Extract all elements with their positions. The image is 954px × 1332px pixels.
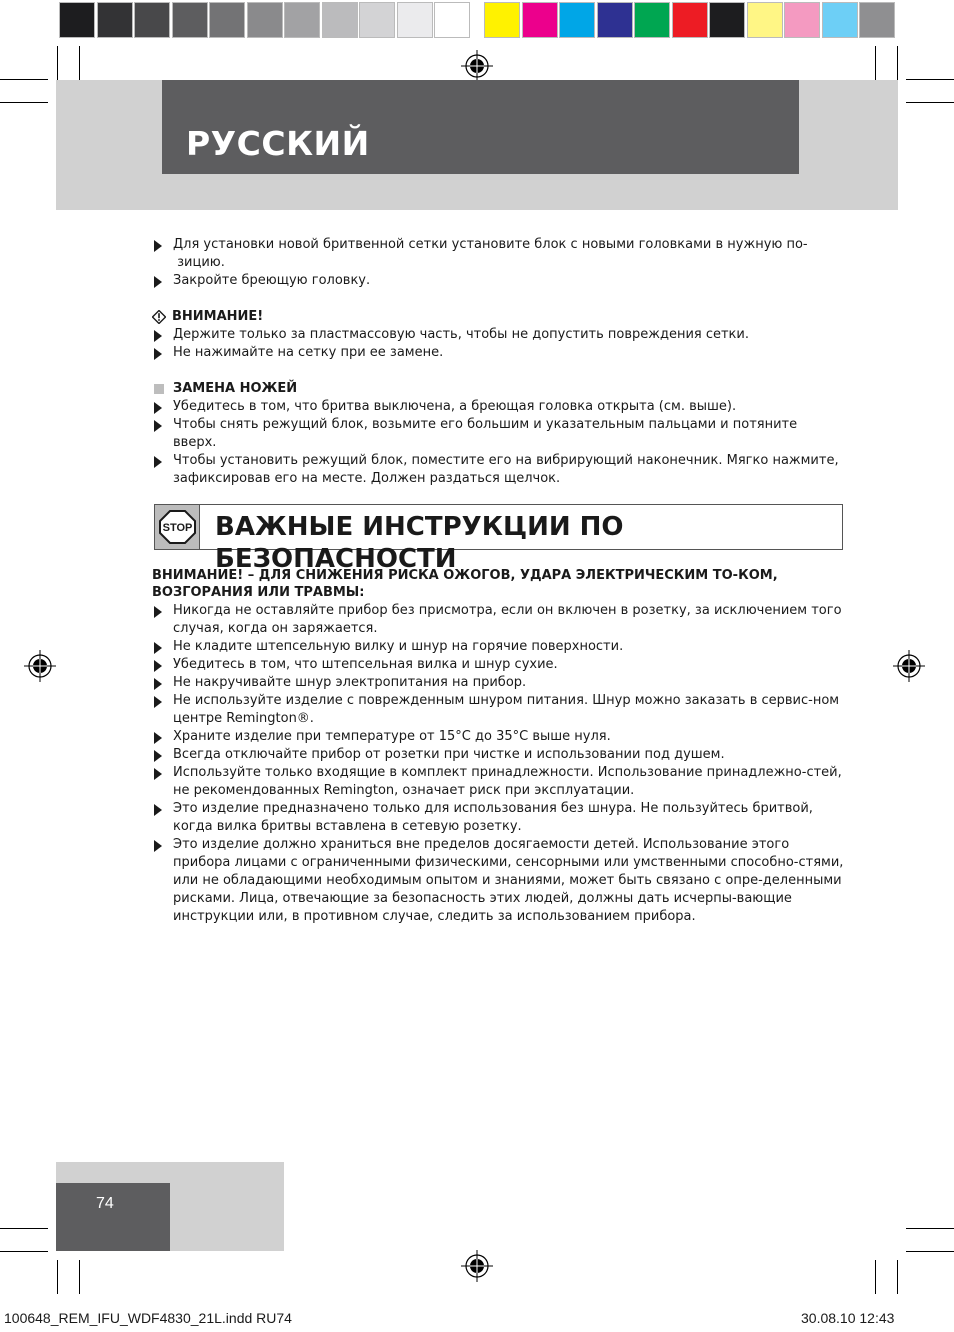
crop-mark — [0, 1251, 48, 1252]
bullet-arrow-icon — [154, 696, 162, 708]
bullet-arrow-icon — [154, 768, 162, 780]
crop-mark — [906, 79, 954, 80]
list-item: Не нажимайте на сетку при ее замене. — [152, 344, 844, 362]
crop-mark — [0, 79, 48, 80]
cutter-replacement-section — [152, 380, 844, 488]
color-swatch — [597, 2, 633, 38]
page-title: РУССКИЙ — [186, 124, 370, 163]
page-number: 74 — [96, 1195, 114, 1212]
color-swatch — [822, 2, 858, 38]
color-swatch — [434, 2, 470, 38]
list-item: Храните изделие при температуре от 15°C до 35°C выше нуля. — [152, 728, 844, 746]
list-item: Держите только за пластмассовую часть, чтобы не допустить повреждения сетки. — [152, 326, 844, 344]
crop-mark — [57, 46, 58, 80]
bullet-arrow-icon — [154, 732, 162, 744]
list-item: Закройте бреющую головку. — [152, 272, 844, 290]
crop-mark — [79, 1260, 80, 1294]
install-foil-section — [152, 236, 844, 290]
footer-box — [56, 1183, 170, 1251]
stop-sign-label: STOP — [162, 522, 193, 534]
warning-icon — [152, 310, 166, 324]
list-item: Не кладите штепсельную вилку и шнур на горячие поверхности. — [152, 638, 844, 656]
crop-mark — [79, 46, 80, 80]
bullet-arrow-icon — [154, 750, 162, 762]
list-item: Не накручивайте шнур электропитания на прибор. — [152, 674, 844, 692]
list-item: Это изделие предназначено только для использования без шнура. Не пользуйтесь бритвой, когда вилка бритвы вставлена в сетевую розетку. — [152, 800, 844, 836]
list-item: Не используйте изделие с поврежденным шнуром питания. Шнур можно заказать в сервис-ном центре Remington®. — [152, 692, 844, 728]
color-swatch — [747, 2, 783, 38]
registration-mark-icon — [893, 650, 925, 682]
bullet-arrow-icon — [154, 606, 162, 618]
square-bullet-icon — [154, 384, 164, 394]
crop-mark — [897, 46, 898, 80]
crop-mark — [906, 102, 954, 103]
list-item: Убедитесь в том, что бритва выключена, а бреющая головка открыта (см. выше). — [152, 398, 844, 416]
warning-heading: ВНИМАНИЕ! — [152, 308, 844, 326]
bullet-arrow-icon — [154, 240, 162, 252]
bullet-arrow-icon — [154, 330, 162, 342]
list-item: Чтобы установить режущий блок, поместите его на вибрирующий наконечник. Мягко нажмите, зафиксировав его на месте. Должен раздаться щелчок. — [152, 452, 844, 488]
crop-mark — [906, 1251, 954, 1252]
list-item: Убедитесь в том, что штепсельная вилка и шнур сухие. — [152, 656, 844, 674]
color-swatch — [397, 2, 433, 38]
bullet-arrow-icon — [154, 678, 162, 690]
print-slug-date: 30.08.10 12:43 — [801, 1310, 895, 1326]
safety-heading-box — [154, 504, 843, 574]
bullet-arrow-icon — [154, 402, 162, 414]
color-swatch — [59, 2, 95, 38]
safety-title: ВАЖНЫЕ ИНСТРУКЦИИ ПО БЕЗОПАСНОСТИ — [215, 512, 624, 574]
color-swatch — [859, 2, 895, 38]
crop-mark — [897, 1260, 898, 1294]
crop-mark — [57, 1260, 58, 1294]
list-item: Чтобы снять режущий блок, возьмите его большим и указательным пальцами и потяните вверх. — [152, 416, 844, 452]
color-swatch — [284, 2, 320, 38]
color-swatch — [172, 2, 208, 38]
list-item: Это изделие должно храниться вне пределов досягаемости детей. Использование этого прибора лицами с ограниченными физическими, сенсорными или умственными способно-стями, или не обладающими необходимым опытом и знаниями, может быть связано с опре-деленными рисками. Лица, отвечающие за безопасность этих людей, должны дать исчерпы-вающие инструкции или, в противном случае, следить за использованием прибора. — [152, 836, 844, 926]
color-swatch — [209, 2, 245, 38]
color-swatch — [134, 2, 170, 38]
color-swatch — [359, 2, 395, 38]
list-item: Для установки новой бритвенной сетки установите блок с новыми головками в нужную по- зицию. — [152, 236, 844, 272]
color-swatch — [247, 2, 283, 38]
color-calibration-bar — [484, 2, 897, 38]
bullet-arrow-icon — [154, 642, 162, 654]
registration-mark-icon — [24, 650, 56, 682]
warning-section — [152, 308, 844, 362]
registration-mark-icon — [461, 1250, 493, 1282]
safety-warning-heading: ВНИМАНИЕ! – ДЛЯ СНИЖЕНИЯ РИСКА ОЖОГОВ, УДАРА ЭЛЕКТРИЧЕСКИМ ТО-КОМ, ВОЗГОРАНИЯ ИЛИ ТРАВМЫ: — [152, 568, 778, 600]
color-swatch — [672, 2, 708, 38]
stop-sign-icon — [155, 505, 200, 549]
grayscale-calibration-bar — [59, 2, 472, 38]
crop-mark — [0, 102, 48, 103]
color-swatch — [322, 2, 358, 38]
bullet-arrow-icon — [154, 420, 162, 432]
list-item: Всегда отключайте прибор от розетки при чистке и использовании под душем. — [152, 746, 844, 764]
bullet-arrow-icon — [154, 804, 162, 816]
color-swatch — [522, 2, 558, 38]
crop-mark — [875, 46, 876, 80]
bullet-arrow-icon — [154, 840, 162, 852]
crop-mark — [875, 1260, 876, 1294]
safety-instructions-section — [152, 567, 844, 926]
color-swatch — [784, 2, 820, 38]
print-slug-file: 100648_REM_IFU_WDF4830_21L.indd RU74 — [4, 1310, 292, 1326]
registration-mark-icon — [461, 50, 493, 82]
list-item: Используйте только входящие в комплект принадлежности. Использование принадлежно-стей, не рекомендованных Remington, означает риск при эксплуатации. — [152, 764, 844, 800]
bullet-arrow-icon — [154, 276, 162, 288]
bullet-arrow-icon — [154, 348, 162, 360]
crop-mark — [906, 1228, 954, 1229]
section-heading: ЗАМЕНА НОЖЕЙ — [152, 380, 844, 398]
bullet-arrow-icon — [154, 660, 162, 672]
crop-mark — [0, 1228, 48, 1229]
color-swatch — [559, 2, 595, 38]
color-swatch — [484, 2, 520, 38]
color-swatch — [709, 2, 745, 38]
color-swatch — [634, 2, 670, 38]
list-item: Никогда не оставляйте прибор без присмотра, если он включен в розетку, за исключением того случая, когда он заряжается. — [152, 602, 844, 638]
bullet-arrow-icon — [154, 456, 162, 468]
stop-sign-cell — [155, 505, 200, 549]
color-swatch — [97, 2, 133, 38]
